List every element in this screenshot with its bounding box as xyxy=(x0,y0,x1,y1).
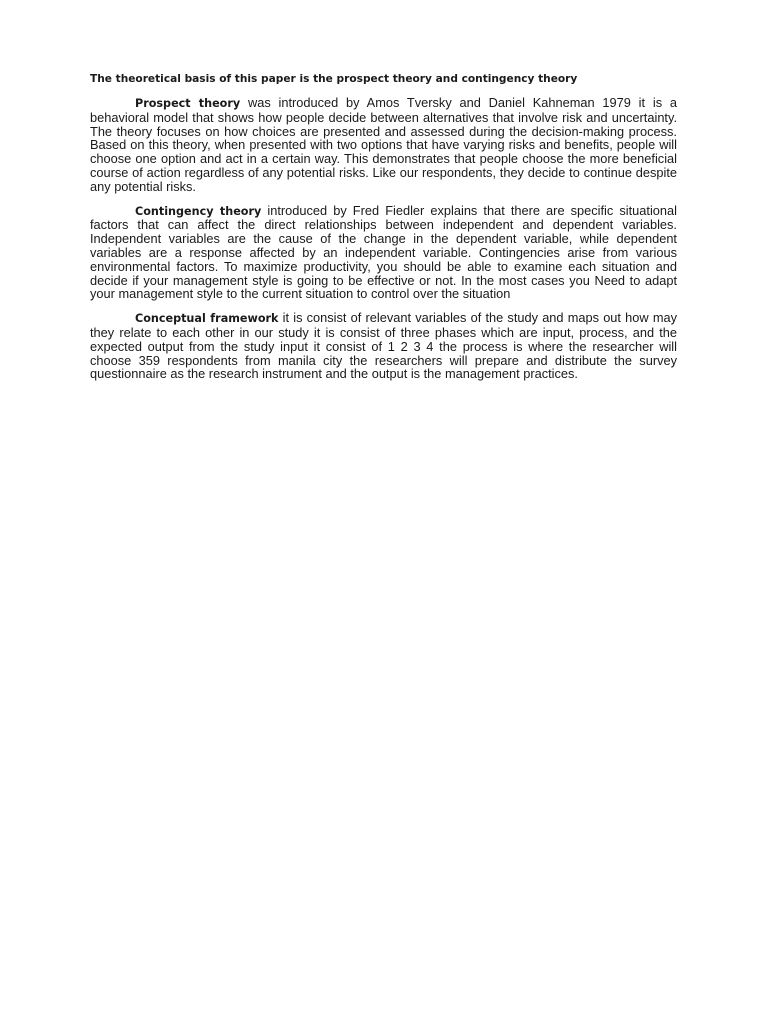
paragraph-text: was introduced by Amos Tversky and Daniel Kahneman 1979 it is a behavioral model that shows how people decide between alternatives that involve risk and uncertainty. The theory focuses on how choices are presented and assessed during the decision-making process. Based on this theory, when presented with two options that have varying risks and benefits, people will choose one option and act in a certain way. This demonstrates that people choose the more beneficial course of action regardless of any potential risks. Like our respondents, they decide to continue despite any potential risks. xyxy=(90,95,677,194)
paragraph-text: it is consist of relevant variables of the study and maps out how may they relate to each other in our study it is consist of three phases which are input, process, and the expected output from the study input it consist of 1 2 3 4 the process is where the researcher will choose 359 respondents from manila city the researchers will prepare and distribute the survey questionnaire as the research instrument and the output is the management practices. xyxy=(90,310,677,382)
paragraph-prospect-theory xyxy=(90,96,677,194)
document-heading: The theoretical basis of this paper is the prospect theory and contingency theory xyxy=(90,73,578,85)
term-prospect-theory: Prospect theory xyxy=(135,97,241,110)
paragraph-conceptual-framework xyxy=(90,311,677,381)
paragraph-text: introduced by Fred Fiedler explains that there are specific situational factors that can affect the direct relationships between independent and dependent variables. Independent variables are the cause of the change in the dependent variable, while dependent variables are a response affected by an independent variable. Contingencies arise from various environmental factors. To maximize productivity, you should be able to examine each situation and decide if your management style is going to be effective or not. In the most cases you Need to adapt your management style to the current situation to control over the situation xyxy=(90,202,677,302)
term-conceptual-framework: Conceptual framework xyxy=(135,312,279,326)
document-body xyxy=(90,72,677,391)
paragraph-contingency-theory xyxy=(90,204,677,302)
term-contingency-theory: Contingency theory xyxy=(135,204,262,218)
